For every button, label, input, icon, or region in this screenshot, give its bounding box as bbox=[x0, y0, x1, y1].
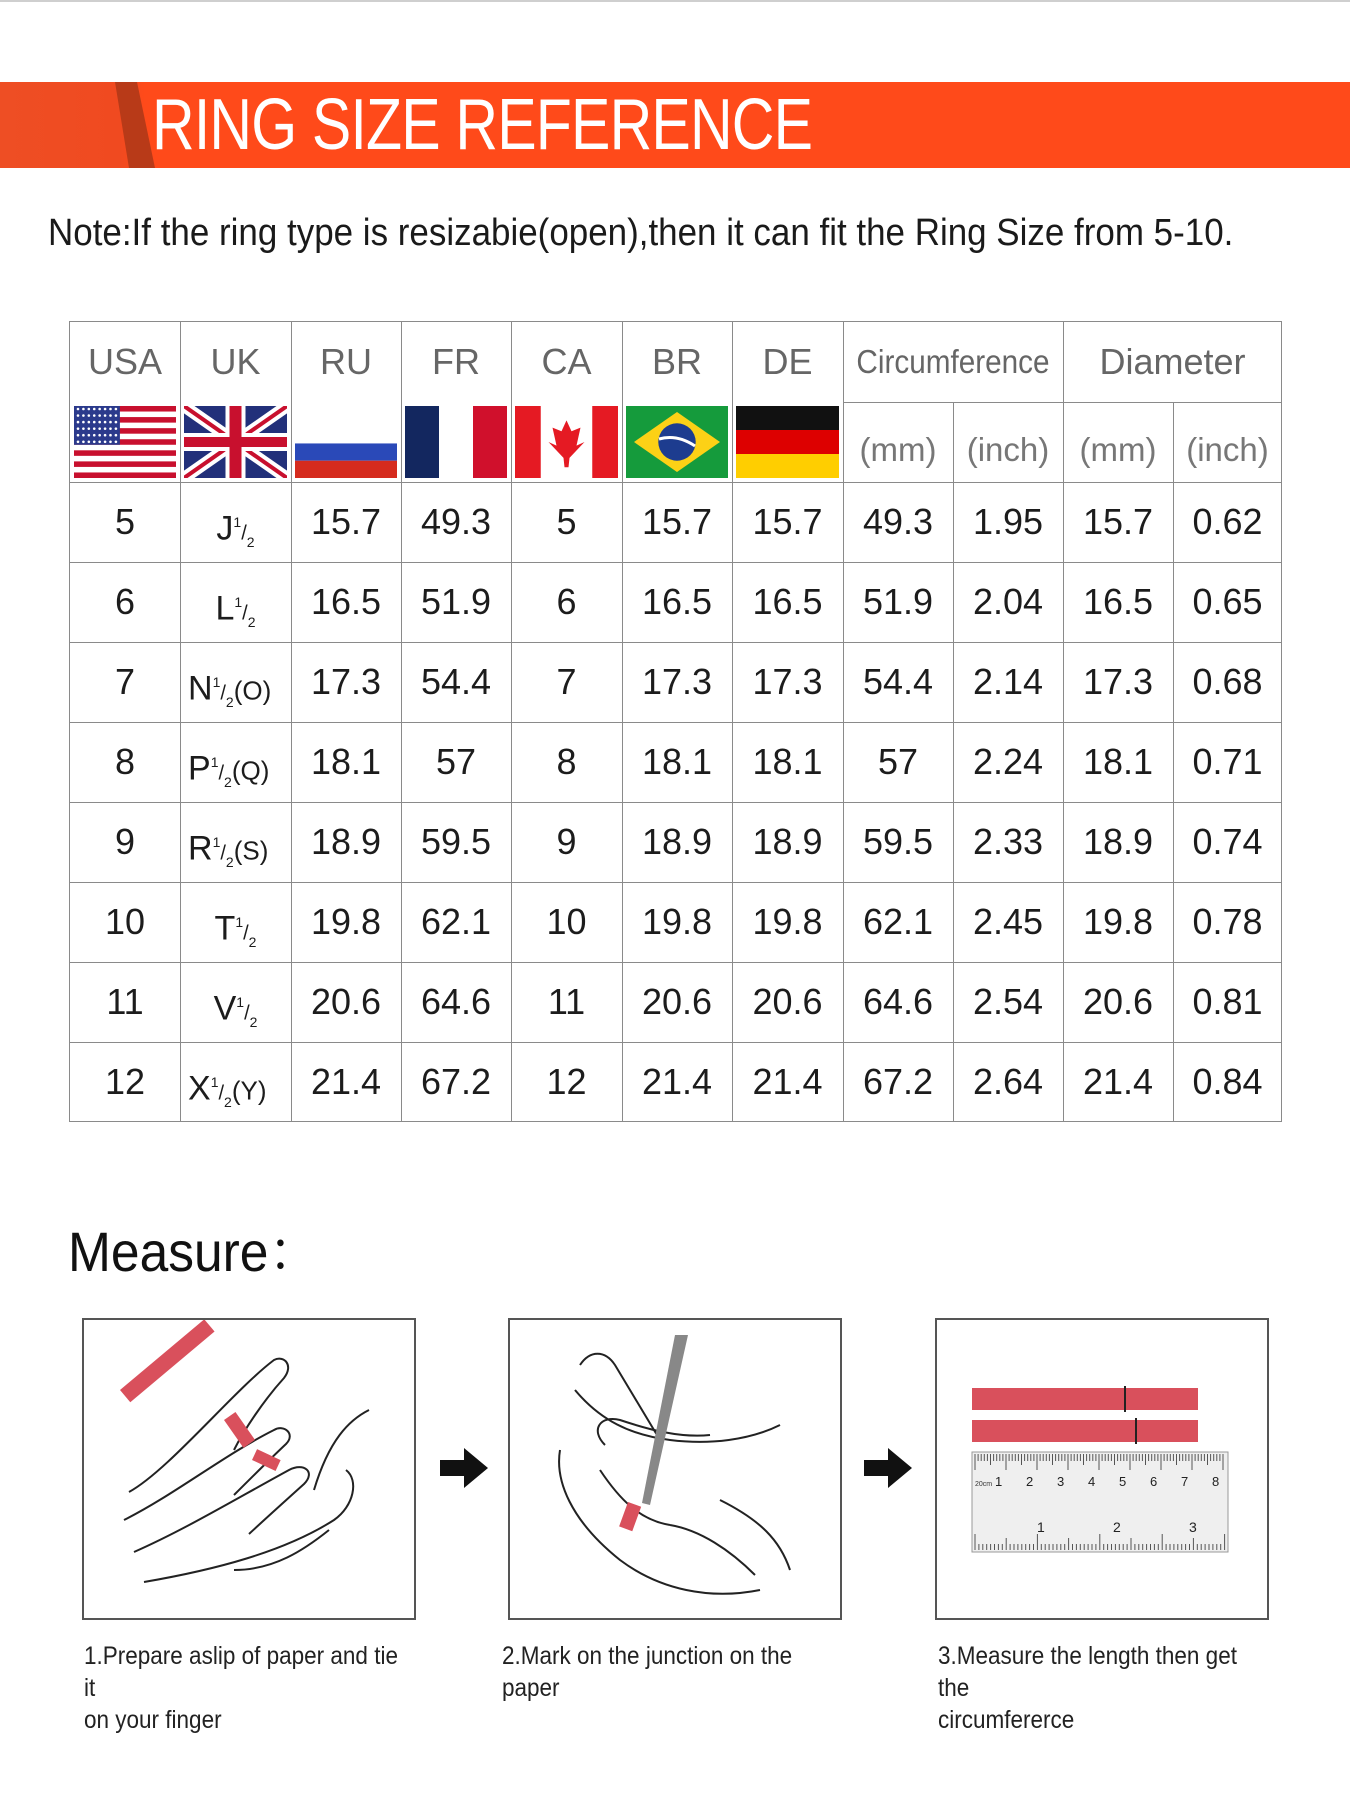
fraction-numerator: 1 bbox=[212, 834, 221, 850]
table-cell-circ-inch: 2.24 bbox=[972, 741, 1044, 782]
fraction-denominator: 2 bbox=[225, 854, 234, 871]
table-cell-ca: 12 bbox=[546, 1061, 587, 1102]
column-header-uk: UK bbox=[210, 341, 261, 382]
table-cell-circ-mm: 57 bbox=[877, 741, 919, 782]
table-cell-br: 15.7 bbox=[641, 501, 713, 542]
step-2-caption-line1: 2.Mark on the junction on the paper bbox=[502, 1642, 793, 1702]
uk-size-letter: L bbox=[215, 589, 235, 628]
fraction-denominator: 2 bbox=[248, 934, 257, 951]
fraction-numerator: 1 bbox=[212, 674, 221, 690]
table-cell-fr: 51.9 bbox=[420, 581, 492, 622]
fraction-denominator: 2 bbox=[246, 534, 255, 551]
table-cell-uk bbox=[180, 642, 291, 722]
table-cell-dia-inch: 0.84 bbox=[1192, 1061, 1263, 1102]
russia-flag-icon bbox=[295, 406, 397, 478]
ruler-unit-label: 20cm bbox=[975, 1481, 993, 1488]
column-header-usa: USA bbox=[87, 341, 163, 382]
table-cell-ca: 7 bbox=[556, 661, 577, 702]
table-cell-fr: 64.6 bbox=[420, 981, 492, 1022]
table-cell-circ-inch: 2.64 bbox=[972, 1061, 1044, 1102]
fraction-denominator: 2 bbox=[224, 774, 232, 791]
fraction-numerator: 1 bbox=[210, 754, 219, 770]
table-cell-dia-inch: 0.71 bbox=[1192, 741, 1263, 782]
fraction-slash: / bbox=[220, 842, 226, 865]
resizable-note: Note:If the ring type is resizabie(open),then it can fit the Ring Size from 5-10. bbox=[48, 212, 1234, 254]
uk-size-letter: P bbox=[188, 749, 211, 788]
unit-label-circ-inch: (inch) bbox=[966, 431, 1050, 468]
ruler-number-inch: 2 bbox=[1113, 1519, 1121, 1535]
table-cell-dia-inch: 0.81 bbox=[1192, 981, 1263, 1022]
table-cell-de: 17.3 bbox=[752, 661, 823, 702]
table-cell-uk bbox=[180, 562, 291, 642]
step-1-illustration bbox=[82, 1318, 416, 1620]
column-header-ru: RU bbox=[320, 341, 372, 382]
table-cell-usa: 6 bbox=[114, 581, 136, 622]
table-cell-uk bbox=[180, 882, 291, 962]
table-cell-ru: 20.6 bbox=[310, 981, 382, 1022]
table-cell-de: 15.7 bbox=[752, 501, 823, 542]
table-cell-ca: 11 bbox=[547, 981, 586, 1022]
unit-label-dia-mm: (mm) bbox=[1079, 431, 1157, 468]
fraction-slash: / bbox=[243, 922, 249, 945]
table-cell-usa: 9 bbox=[114, 821, 136, 862]
france-flag-icon bbox=[405, 406, 507, 478]
ruler-number-cm: 5 bbox=[1119, 1474, 1127, 1489]
table-cell-fr: 54.4 bbox=[420, 661, 492, 702]
step-3-caption-line2: circumfererce bbox=[938, 1706, 1075, 1734]
ruler-number-cm: 7 bbox=[1181, 1474, 1189, 1489]
table-cell-usa: 5 bbox=[114, 501, 136, 542]
uk-flag-icon bbox=[184, 406, 287, 478]
table-cell-dia-mm: 20.6 bbox=[1082, 981, 1154, 1022]
table-cell-circ-mm: 49.3 bbox=[862, 501, 934, 542]
fraction-numerator: 1 bbox=[234, 594, 243, 610]
table-cell-br: 17.3 bbox=[641, 661, 713, 702]
ruler-number-cm: 3 bbox=[1057, 1474, 1065, 1489]
table-cell-circ-mm: 67.2 bbox=[862, 1061, 934, 1102]
table-cell-circ-mm: 51.9 bbox=[862, 581, 934, 622]
column-header-diameter: Diameter bbox=[1099, 341, 1246, 382]
step-1-caption-line1: 1.Prepare aslip of paper and tie it bbox=[84, 1642, 398, 1702]
table-cell-de: 16.5 bbox=[752, 581, 823, 622]
unit-label-dia-inch: (inch) bbox=[1186, 431, 1269, 468]
table-cell-uk bbox=[180, 802, 291, 882]
ruler-measurement-icon bbox=[937, 1320, 1267, 1618]
ring-size-table bbox=[69, 321, 1282, 1122]
canada-flag-icon bbox=[515, 406, 618, 478]
table-cell-usa: 11 bbox=[106, 981, 144, 1022]
fraction-slash: / bbox=[244, 1002, 250, 1025]
table-cell-fr: 59.5 bbox=[420, 821, 492, 862]
germany-flag-icon bbox=[736, 406, 839, 478]
uk-size-letter: V bbox=[213, 989, 237, 1028]
table-cell-fr: 62.1 bbox=[420, 901, 492, 942]
fraction-denominator: 2 bbox=[224, 1094, 232, 1111]
table-cell-dia-mm: 19.8 bbox=[1082, 901, 1154, 942]
uk-size-letter: X bbox=[188, 1069, 211, 1108]
table-cell-dia-mm: 18.9 bbox=[1082, 821, 1154, 862]
fraction-slash: / bbox=[220, 682, 226, 705]
table-cell-fr: 67.2 bbox=[420, 1061, 492, 1102]
table-cell-dia-mm: 15.7 bbox=[1082, 501, 1154, 542]
table-cell-ca: 5 bbox=[556, 501, 577, 542]
table-cell-usa: 7 bbox=[114, 661, 136, 702]
table-cell-circ-mm: 59.5 bbox=[862, 821, 934, 862]
table-cell-circ-mm: 64.6 bbox=[862, 981, 934, 1022]
column-header-fr: FR bbox=[432, 341, 480, 382]
table-cell-de: 18.9 bbox=[752, 821, 823, 862]
fraction-numerator: 1 bbox=[235, 914, 244, 930]
table-cell-br: 18.9 bbox=[641, 821, 713, 862]
table-cell-ca: 6 bbox=[556, 581, 577, 622]
table-cell-ru: 17.3 bbox=[310, 661, 382, 702]
hand-with-paper-icon bbox=[84, 1320, 414, 1618]
fraction-numerator: 1 bbox=[236, 994, 245, 1010]
column-header-ca: CA bbox=[541, 341, 592, 382]
uk-size-letter: T bbox=[214, 909, 236, 948]
table-cell-dia-inch: 0.74 bbox=[1192, 821, 1263, 862]
table-cell-dia-mm: 21.4 bbox=[1082, 1061, 1154, 1102]
step-3-caption-line1: 3.Measure the length then get the bbox=[938, 1642, 1237, 1702]
uk-size-letter: N bbox=[188, 669, 213, 708]
column-header-de: DE bbox=[762, 341, 813, 382]
fraction-numerator: 1 bbox=[233, 514, 242, 530]
table-cell-ru: 18.9 bbox=[310, 821, 382, 862]
table-cell-dia-mm: 16.5 bbox=[1082, 581, 1154, 622]
step-3-caption bbox=[938, 1640, 1262, 1736]
measure-heading: Measure： bbox=[68, 1220, 320, 1283]
usa-flag-icon bbox=[74, 406, 176, 478]
canada-flag-icon bbox=[515, 406, 618, 478]
table-cell-fr: 49.3 bbox=[420, 501, 492, 542]
top-divider bbox=[0, 0, 1350, 2]
ruler-number-inch: 1 bbox=[1037, 1519, 1045, 1535]
table-cell-circ-inch: 2.04 bbox=[972, 581, 1044, 622]
table-cell-de: 18.1 bbox=[752, 741, 823, 782]
russia-flag-icon bbox=[295, 406, 397, 478]
table-cell-dia-inch: 0.68 bbox=[1192, 661, 1263, 702]
ruler-number-inch: 3 bbox=[1189, 1519, 1197, 1535]
fraction-numerator: 1 bbox=[210, 1074, 219, 1090]
uk-size-letter: J bbox=[216, 509, 234, 548]
table-cell-br: 16.5 bbox=[641, 581, 713, 622]
table-cell-ca: 9 bbox=[556, 821, 577, 862]
table-cell-ru: 21.4 bbox=[310, 1061, 382, 1102]
table-cell-br: 21.4 bbox=[641, 1061, 713, 1102]
table-cell-circ-inch: 2.45 bbox=[972, 901, 1044, 942]
table-cell-br: 19.8 bbox=[641, 901, 713, 942]
table-cell-ru: 18.1 bbox=[310, 741, 382, 782]
fraction-denominator: 2 bbox=[247, 614, 256, 631]
fraction-denominator: 2 bbox=[225, 694, 234, 711]
fraction-slash: / bbox=[218, 1082, 225, 1105]
step-1-caption bbox=[84, 1640, 408, 1736]
uk-flag-icon bbox=[184, 406, 287, 478]
uk-alt-size: (Q) bbox=[231, 755, 270, 786]
arrow-right-icon bbox=[440, 1448, 488, 1493]
fraction-slash: / bbox=[218, 762, 225, 785]
step-3-illustration bbox=[935, 1318, 1269, 1620]
column-header-br: BR bbox=[651, 341, 702, 382]
table-cell-circ-inch: 2.54 bbox=[972, 981, 1044, 1022]
ruler-number-cm: 6 bbox=[1150, 1474, 1158, 1489]
table-cell-dia-mm: 18.1 bbox=[1082, 741, 1154, 782]
uk-alt-size: (O) bbox=[233, 675, 272, 706]
table-cell-usa: 10 bbox=[104, 901, 146, 942]
page-title: RING SIZE REFERENCE bbox=[152, 85, 813, 165]
table-cell-circ-mm: 62.1 bbox=[862, 901, 934, 942]
table-cell-ca: 10 bbox=[546, 901, 587, 942]
table-cell-circ-inch: 2.33 bbox=[972, 821, 1044, 862]
fraction-slash: / bbox=[241, 522, 247, 545]
arrow-right-icon bbox=[864, 1448, 912, 1493]
table-cell-uk bbox=[180, 482, 291, 562]
table-cell-de: 19.8 bbox=[752, 901, 823, 942]
table-cell-ru: 16.5 bbox=[310, 581, 382, 622]
brazil-flag-icon bbox=[626, 406, 728, 478]
table-cell-dia-inch: 0.78 bbox=[1192, 901, 1263, 942]
table-cell-dia-inch: 0.62 bbox=[1192, 501, 1263, 542]
step-2-illustration bbox=[508, 1318, 842, 1620]
france-flag-icon bbox=[405, 406, 507, 478]
table-cell-ru: 19.8 bbox=[310, 901, 382, 942]
table-cell-usa: 12 bbox=[104, 1061, 146, 1102]
step-1-caption-line2: on your finger bbox=[84, 1706, 222, 1734]
step-2-caption bbox=[502, 1640, 826, 1704]
ruler-number-cm: 4 bbox=[1088, 1474, 1096, 1489]
fraction-denominator: 2 bbox=[249, 1014, 258, 1031]
table-cell-ru: 15.7 bbox=[310, 501, 382, 542]
hand-marking-paper-icon bbox=[510, 1320, 840, 1618]
ruler-number-cm: 1 bbox=[995, 1474, 1003, 1489]
germany-flag-icon bbox=[736, 406, 839, 478]
table-cell-ca: 8 bbox=[556, 741, 577, 782]
table-cell-br: 20.6 bbox=[641, 981, 713, 1022]
table-cell-uk bbox=[180, 962, 291, 1042]
table-cell-dia-inch: 0.65 bbox=[1192, 581, 1263, 622]
table-cell-circ-inch: 2.14 bbox=[972, 661, 1044, 702]
uk-alt-size: (Y) bbox=[231, 1075, 267, 1106]
table-cell-uk bbox=[180, 1042, 291, 1122]
table-cell-br: 18.1 bbox=[641, 741, 713, 782]
column-header-circumference: Circumference bbox=[856, 343, 1050, 380]
table-cell-de: 20.6 bbox=[752, 981, 823, 1022]
unit-label-circ-mm: (mm) bbox=[859, 431, 937, 468]
ruler-number-cm: 2 bbox=[1026, 1474, 1034, 1489]
uk-alt-size: (S) bbox=[233, 835, 269, 866]
table-cell-circ-mm: 54.4 bbox=[862, 661, 934, 702]
brazil-flag-icon bbox=[626, 406, 728, 478]
table-cell-fr: 57 bbox=[435, 741, 477, 782]
table-cell-circ-inch: 1.95 bbox=[972, 501, 1044, 542]
table-cell-de: 21.4 bbox=[752, 1061, 823, 1102]
table-cell-dia-mm: 17.3 bbox=[1082, 661, 1154, 702]
fraction-slash: / bbox=[242, 602, 248, 625]
usa-flag-icon bbox=[74, 406, 176, 478]
table-cell-usa: 8 bbox=[114, 741, 136, 782]
table-cell-uk bbox=[180, 722, 291, 802]
ruler-number-cm: 8 bbox=[1212, 1474, 1220, 1489]
uk-size-letter: R bbox=[188, 829, 213, 868]
